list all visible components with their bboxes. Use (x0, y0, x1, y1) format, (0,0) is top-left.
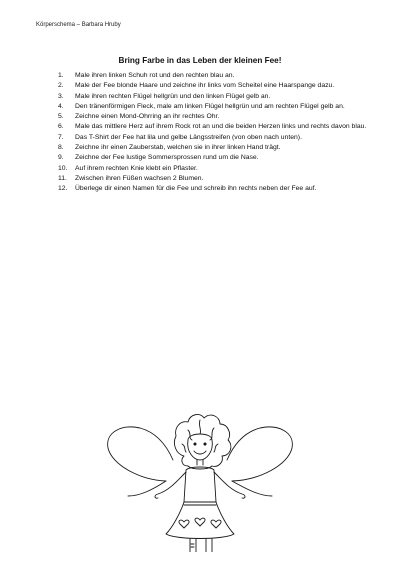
list-item (58, 133, 376, 143)
item-text: Zeichne der Fee lustige Sommersprossen rund um die Nase. (75, 154, 259, 162)
item-number: 9. (58, 154, 64, 162)
item-number: 10. (58, 164, 68, 172)
item-text: Zeichne einen Mond-Ohrring an ihr rechtes Ohr. (75, 113, 220, 121)
right-wing (227, 427, 292, 481)
page-header: Körperschema – Barbara Hruby (36, 22, 121, 28)
list-item (58, 102, 376, 112)
list-item (58, 71, 376, 81)
item-text: Male der Fee blonde Haare und zeichne ihr links vom Scheitel eine Haarspange dazu. (75, 82, 335, 90)
item-number: 3. (58, 92, 64, 100)
fairy-drawing (100, 410, 300, 552)
face (188, 434, 213, 460)
item-number: 7. (58, 133, 64, 141)
list-item (58, 153, 376, 163)
item-number: 2. (58, 82, 64, 90)
item-text: Das T-Shirt der Fee hat lila und gelbe Längsstreifen (von oben nach unten). (75, 133, 302, 141)
list-item (58, 174, 376, 184)
skirt-heart-left (179, 520, 189, 528)
item-number: 11. (58, 174, 67, 182)
item-text: Zwischen ihren Füßen wachsen 2 Blumen. (75, 174, 204, 182)
item-text: Male das mittlere Herz auf ihrem Rock rot an und die beiden Herzen links und rechts davon blau. (75, 123, 367, 131)
item-text: Überlege dir einen Namen für die Fee und schreib ihn rechts neben der Fee auf. (75, 185, 317, 193)
item-text: Den tränenförmigen Fleck, male am linken Flügel hellgrün und am rechten Flügel gelb an. (75, 102, 345, 110)
left-wing-lower (128, 481, 166, 496)
right-wing-lower (232, 481, 272, 496)
item-number: 5. (58, 113, 64, 121)
page-title: Bring Farbe in das Leben der kleinen Fee! (118, 56, 282, 65)
list-item (58, 143, 376, 153)
item-text: Zeichne ihr einen Zauberstab, welchen sie in ihrer linken Hand trägt. (75, 144, 281, 152)
list-item (58, 81, 376, 91)
right-leg (206, 539, 212, 552)
left-leg (190, 539, 196, 552)
item-number: 6. (58, 123, 64, 131)
skirt-heart-right (211, 520, 221, 528)
item-text: Auf ihrem rechten Knie klebt ein Pflaster. (75, 164, 198, 172)
item-number: 8. (58, 144, 64, 152)
item-text: Male ihren linken Schuh rot und den rechten blau an. (75, 72, 235, 79)
list-item (58, 112, 376, 122)
list-item (58, 164, 376, 174)
item-text: Male ihren rechten Flügel hellgrün und den linken Flügel gelb an. (75, 92, 271, 100)
list-item (58, 122, 376, 132)
list-item (58, 92, 376, 102)
left-wing (108, 427, 173, 481)
skirt-heart-middle (195, 518, 205, 526)
instruction-list (58, 71, 376, 195)
shirt (184, 467, 216, 502)
item-number: 1. (58, 72, 64, 79)
list-item (58, 184, 376, 194)
item-number: 4. (58, 102, 64, 110)
item-number: 12. (58, 185, 68, 193)
